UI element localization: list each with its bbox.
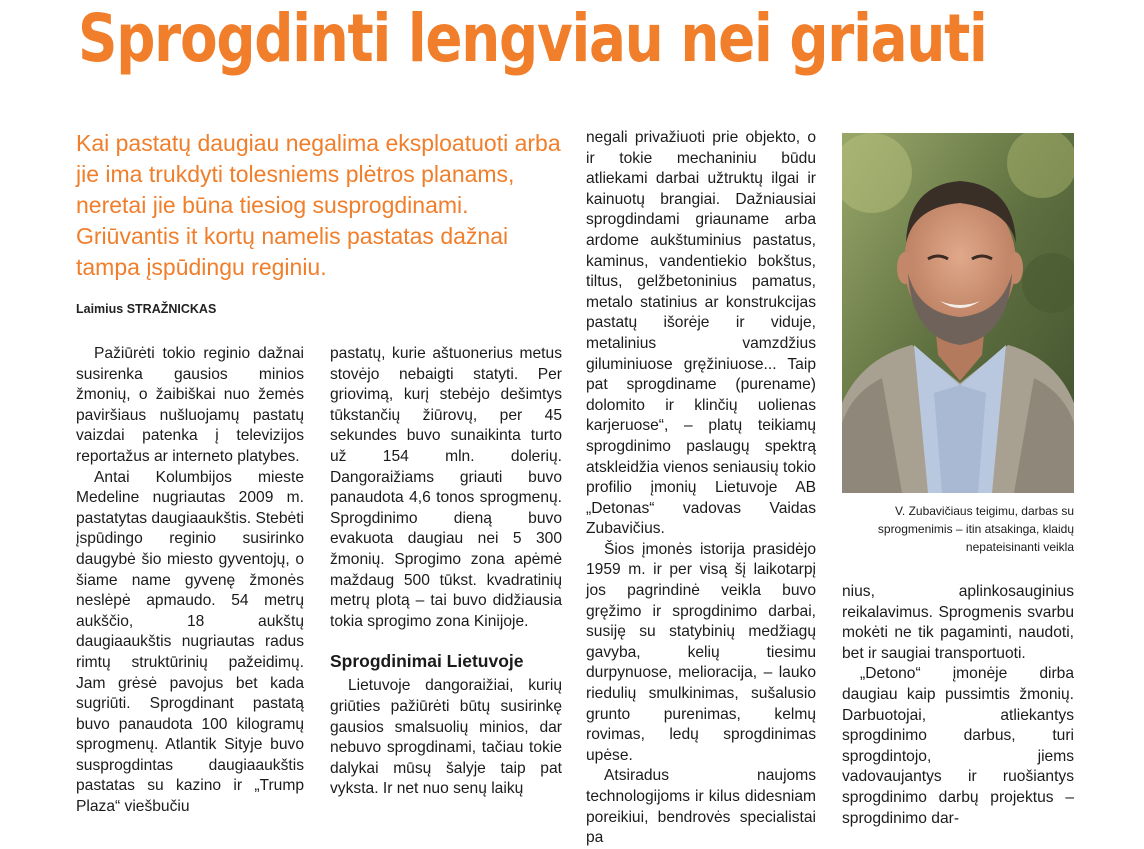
paragraph: pastatų, kurie aštuonerius metus stovėjo nebaigti statyti. Per griovimą, kurį stebėjo dešimtys tūkstančių žiūrovų, per 45 sekundes buvo sunaikinta turto už 154 mln. dolerių. Dangoraižiams griauti buvo panaudota 4,6 tonos sprogmenų. Sprogdinimo dieną buvo evakuota daugiau nei 5 300 žmonių. Sprogimo zona apėmė maždaug 500 tūkst. kvadratinių metrų plotą – tai buvo didžiausia tokia sprogimo zona Kinijoje. [330,345,562,630]
text-column-2 [330,344,562,800]
photo-caption: V. Zubavičiaus teigimu, darbas su sprogmenimis – itin atsakinga, klaidų nepateisinanti veikla [877,504,1074,554]
paragraph: nius, aplinkosauginius reikalavimus. Sprogmenis svarbu mokėti ne tik pagaminti, naudoti, bet ir saugiai transportuoti. [842,583,1074,662]
paragraph: „Detono“ įmonėje dirba daugiau kaip pussimtis žmonių. Darbuotojai, atliekantys sprogdinimo darbus, turi sprogdintojo, jiems vadovaujantys ir ruošiantys sprogdinimo darbų projektus – sprogdinimo dar- [842,665,1074,827]
paragraph: Lietuvoje dangoraižiai, kurių griūties pažiūrėti būtų susirinkę gausios smalsuolių minios, dar nebuvo sprogdinami, tačiau tokie dalykai mūsų šalyje taip pat vyksta. Ir net nuo senų laikų [330,677,562,798]
portrait-photo-icon [842,133,1074,493]
article-lead: Kai pastatų daugiau negalima eksploatuoti arba jie ima trukdyti tolesniems plėtros planams, neretai jie būna tiesiog susprogdinami. Griūvantis it kortų namelis pastatas dažnai tampa įspūdingu reginiu. [76,130,561,280]
paragraph: Antai Kolumbijos mieste Medeline nugriautas 2009 m. pastatytas daugiaaukštis. Stebėti įspūdingo reginio susirinko daugybė šio miesto gyventojų, o šiame name gyvenę žmonės neslėpė apmaudo. 54 metrų aukščio, 18 aukštų daugiaaukštis nugriautas radus rimtų struktūrinių pažeidimų. Jam grėsė pavojus bet kada sugriūti. Sprogdinant pastatą buvo panaudota 100 kilogramų sprogmenų. Atlantik Sityje buvo susprogdintas daugiaaukštis pastatas su kazino ir „Trump Plaza“ viešbučiu [76,468,304,816]
text-column-4 [842,582,1074,829]
paragraph: Pažiūrėti tokio reginio dažnai susirenka gausios minios žmonių, o žaibiškai nuo žemės paviršiaus nušluojamų pastatų vaizdai patenka į televizijos reportažus ar interneto platybes. [76,345,304,465]
paragraph: Atsiradus naujoms technologijoms ir kilus didesniam poreikiui, bendrovės specialistai pa [586,767,816,847]
paragraph: Šios įmonės istorija prasidėjo 1959 m. ir per visą šį laikotarpį jos pagrindinė veikla buvo gręžimo ir sprogdinimo darbai, susiję su statybinių medžiagų gavyba, kelių tiesimu durpynuose, melioracija, – lauko riedulių smulkinimas, sušalusio grunto purenimas, kelmų rovimas, ledų sprogdinimas upėse. [586,540,816,764]
article-author: Laimius STRAŽNICKAS [76,302,217,316]
article-headline: Sprogdinti lengviau nei griauti [78,0,987,77]
text-column-1 [76,344,304,818]
text-column-3 [586,128,816,849]
portrait-photo [842,133,1074,493]
section-subheading: Sprogdinimai Lietuvoje [330,651,524,672]
paragraph: negali privažiuoti prie objekto, o ir tokie mechaniniu būdu atliekami darbai užtruktų ilgai ir kainuotų brangiai. Dažniausiai sprogdindami griauname arba ardome aukštuminius pastatus, kaminus, vandentiekio bokštus, tiltus, gelžbetoninius pamatus, metalo statinius ar konstrukcijas pastatų išorėje ir viduje, metalinius vamzdžius giluminiuose gręžiniuose... Taip pat sprogdiname (purename) dolomito ir klinčių uolienas karjeruose“, – platų teikiamų sprogdinimo paslaugų spektrą atskleidžia vienos seniausių tokio profilio įmonių Lietuvoje AB „Detonas“ vadovas Vaidas Zubavičius. [586,129,816,538]
